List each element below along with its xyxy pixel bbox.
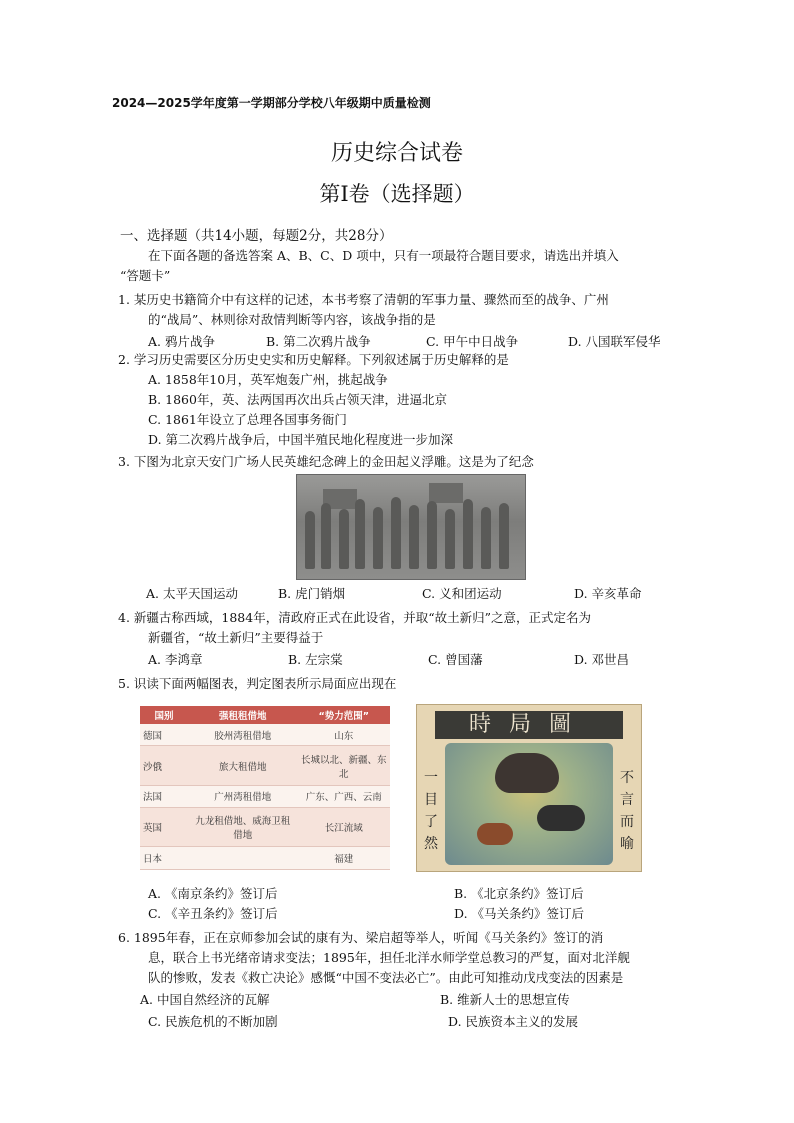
relief-figure — [481, 507, 491, 569]
option-b[interactable]: B. 虎门销烟 — [278, 586, 346, 601]
table-row — [140, 808, 390, 847]
relief-figure — [445, 509, 455, 569]
question-6-line-2: 息，联合上书光绪帝请求变法；1895年，担任北洋水师学堂总教习的严复，面对北洋舰 — [148, 950, 630, 965]
option-c[interactable]: C. 义和团运动 — [422, 586, 502, 601]
page-subtitle: 第Ⅰ卷（选择题） — [319, 182, 475, 206]
question-2-line-1: 2. 学习历史需要区分历史史实和历史解释。下列叙述属于历史解释的是 — [118, 352, 509, 367]
option-a[interactable]: A. 鸦片战争 — [148, 334, 215, 349]
question-1 — [118, 290, 688, 330]
table-cell: 旅大租借地 — [188, 746, 297, 785]
table-cell — [188, 847, 297, 870]
table-cell: 福建 — [297, 847, 390, 870]
relief-figure — [305, 511, 315, 569]
cartoon-right-text: 不言而喻 — [620, 770, 634, 852]
option-c[interactable]: C. 甲午中日战争 — [426, 334, 519, 349]
table-header: “势力范围” — [297, 706, 390, 724]
question-4-line-2: 新疆省，“故土新归”主要得益于 — [148, 630, 324, 645]
relief-figure — [391, 497, 401, 569]
relief-figure — [409, 505, 419, 569]
table-header: 国别 — [140, 706, 188, 724]
option-c[interactable]: C. 《辛丑条约》签订后 — [148, 906, 278, 921]
option-c[interactable]: C. 1861年设立了总理各国事务衙门 — [148, 412, 347, 427]
question-6-line-3: 队的惨败，发表《救亡决论》感慨“中国不变法必亡”。由此可知推动戊戌变法的因素是 — [148, 970, 624, 985]
table-cell: 九龙租借地、威海卫租借地 — [188, 808, 297, 847]
cartoon-figure — [537, 805, 585, 831]
question-5 — [118, 674, 688, 694]
spheres-table — [140, 706, 390, 870]
option-b[interactable]: B. 第二次鸦片战争 — [266, 334, 371, 349]
option-a[interactable]: A. 中国自然经济的瓦解 — [140, 992, 270, 1007]
table-cell: 广东、广西、云南 — [297, 785, 390, 808]
table-cell: 长城以北、新疆、东北 — [297, 746, 390, 785]
option-a[interactable]: A. 《南京条约》签订后 — [148, 886, 278, 901]
table-cell: 山东 — [297, 724, 390, 746]
option-d[interactable]: D. 辛亥革命 — [574, 586, 642, 601]
table-cell: 德国 — [140, 724, 188, 746]
section-heading: 一、选择题（共14小题，每题2分，共28分） — [120, 228, 393, 244]
question-1-line-2: 的“战局”、林则徐对敌情判断等内容，该战争指的是 — [148, 312, 436, 327]
option-c[interactable]: C. 曾国藩 — [428, 652, 483, 667]
option-b[interactable]: B. 左宗棠 — [288, 652, 343, 667]
spheres-of-influence-table — [140, 706, 390, 870]
option-b[interactable]: B. 维新人士的思想宣传 — [440, 992, 570, 1007]
table-cell: 沙俄 — [140, 746, 188, 785]
table-cell: 日本 — [140, 847, 188, 870]
question-6-line-1: 6. 1895年春，正在京师参加会试的康有为、梁启超等举人，听闻《马关条约》签订的消 — [118, 930, 604, 945]
table-row — [140, 746, 390, 785]
relief-figure — [355, 499, 365, 569]
table-row — [140, 724, 390, 746]
instruction-text — [120, 246, 680, 286]
relief-figure — [427, 501, 437, 569]
table-cell: 长江流域 — [297, 808, 390, 847]
page-title: 历史综合试卷 — [330, 141, 463, 166]
relief-figure — [499, 503, 509, 569]
option-d[interactable]: D. 《马关条约》签订后 — [454, 906, 585, 921]
exam-header: 2024—2025学年度第一学期部分学校八年级期中质量检测 — [112, 96, 431, 110]
cartoon-title: 時局圖 — [435, 711, 623, 739]
option-d[interactable]: D. 八国联军侵华 — [568, 334, 661, 349]
table-cell: 英国 — [140, 808, 188, 847]
jintian-uprising-relief-image — [296, 474, 526, 580]
question-4-line-1: 4. 新疆古称西域，1884年，清政府正式在此设省，并取“故土新归”之意，正式定名为 — [118, 610, 591, 625]
cartoon-left-text: 一目了然 — [424, 770, 438, 852]
instruction-line-1: 在下面各题的备选答案 A、B、C、D 项中，只有一项最符合题目要求，请选出并填入 — [148, 248, 619, 263]
option-d[interactable]: D. 第二次鸦片战争后，中国半殖民地化程度进一步加深 — [148, 432, 454, 447]
table-header: 强租租借地 — [188, 706, 297, 724]
instruction-line-2: “答题卡” — [120, 268, 171, 283]
shiju-tu-cartoon-image — [416, 704, 642, 872]
option-a[interactable]: A. 太平天国运动 — [146, 586, 238, 601]
question-3-line-1: 3. 下图为北京天安门广场人民英雄纪念碑上的金田起义浮雕。这是为了纪念 — [118, 454, 534, 469]
question-2 — [118, 350, 688, 370]
relief-figure — [373, 507, 383, 569]
question-6 — [118, 928, 698, 988]
cartoon-bear — [495, 753, 559, 793]
relief-figure — [339, 509, 349, 569]
option-b[interactable]: B. 《北京条约》签订后 — [454, 886, 584, 901]
table-cell: 胶州湾租借地 — [188, 724, 297, 746]
option-a[interactable]: A. 1858年10月，英军炮轰广州，挑起战争 — [148, 372, 388, 387]
question-5-line-1: 5. 识读下面两幅图表，判定图表所示局面应出现在 — [118, 676, 397, 691]
relief-figure — [463, 499, 473, 569]
option-c[interactable]: C. 民族危机的不断加剧 — [148, 1014, 278, 1029]
table-row — [140, 847, 390, 870]
option-b[interactable]: B. 1860年，英、法两国再次出兵占领天津，进逼北京 — [148, 392, 447, 407]
cartoon-figure — [477, 823, 513, 845]
question-3 — [118, 452, 688, 472]
option-a[interactable]: A. 李鸿章 — [148, 652, 203, 667]
option-d[interactable]: D. 民族资本主义的发展 — [448, 1014, 579, 1029]
table-cell: 广州湾租借地 — [188, 785, 297, 808]
question-1-line-1: 1. 某历史书籍简介中有这样的记述，本书考察了清朝的军事力量、骤然而至的战争、广州 — [118, 292, 609, 307]
relief-flag — [429, 483, 463, 503]
table-row — [140, 785, 390, 808]
relief-figure — [321, 503, 331, 569]
question-4 — [118, 608, 688, 648]
option-d[interactable]: D. 邓世昌 — [574, 652, 630, 667]
table-cell: 法国 — [140, 785, 188, 808]
